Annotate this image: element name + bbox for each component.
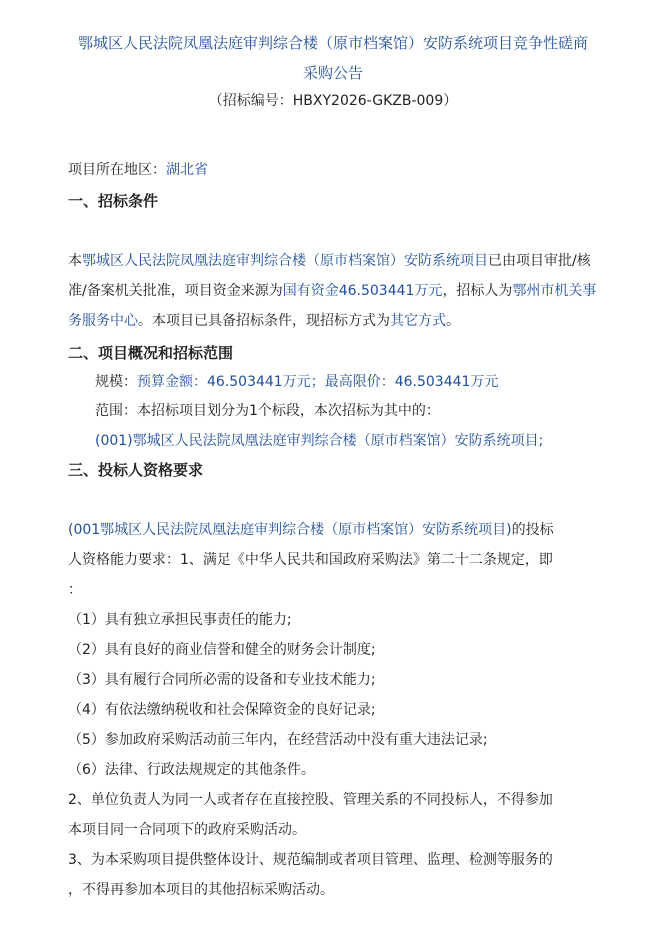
req3-line1: 3、为本采购项目提供整体设计、规范编制或者项目管理、监理、检测等服务的 <box>68 852 553 868</box>
s1-text-7: 。本项目已具备招标条件，现招标方式为 <box>138 313 390 329</box>
qualification-item: （5）参加政府采购活动前三年内，在经营活动中没有重大违法记录; <box>68 732 488 748</box>
section1-paragraph <box>68 246 608 336</box>
section3-heading: 三、投标人资格要求 <box>68 461 204 479</box>
qualification-item: （1）具有独立承担民事责任的能力; <box>68 612 292 628</box>
section1-heading: 一、招标条件 <box>68 192 159 210</box>
s1-text-5: ，招标人为 <box>442 283 513 299</box>
scale-value: 预算金额：46.503441万元；最高限价：46.503441万元 <box>137 374 499 390</box>
scale-line <box>95 372 498 392</box>
region-label: 项目所在地区： <box>68 162 166 178</box>
qualification-item: （2）具有良好的商业信誉和健全的财务会计制度; <box>68 642 376 658</box>
announcement-title-line1: 鄂城区人民法院凤凰法庭审判综合楼（原市档案馆）安防系统项目竞争性磋商 <box>77 34 588 52</box>
range-line: 范围：本招标项目划分为1个标段，本次招标为其中的： <box>95 403 440 419</box>
req2-line1: 2、单位负责人为同一人或者存在直接控股、管理关系的不同投标人，不得参加 <box>68 792 553 808</box>
s3-intro-line3: ： <box>68 582 82 598</box>
s3-intro-rest: 的投标 <box>511 522 554 538</box>
announcement-title-line2: 采购公告 <box>302 64 363 82</box>
req2-line2: 本项目同一合同项下的政府采购活动。 <box>68 822 306 838</box>
s1-method: 其它方式 <box>390 313 446 329</box>
region-value: 湖北省 <box>166 162 208 178</box>
s1-text-2: 已由项目 <box>488 253 544 269</box>
s1-text-9: 。 <box>446 313 460 329</box>
qualification-item: （4）有依法缴纳税收和社会保障资金的良好记录; <box>68 702 376 718</box>
qualification-item: （3）具有履行合同所必需的设备和专业技术能力; <box>68 672 376 688</box>
s1-project-name: 鄂城区人民法院凤凰法庭审判综合楼（原市档案馆）安防系统项目 <box>82 253 488 269</box>
s1-text-0: 本 <box>68 253 82 269</box>
s3-intro-line2: 人资格能力要求：1、满足《中华人民共和国政府采购法》第二十二条规定，即 <box>68 552 553 568</box>
tender-code: （招标编号：HBXY2026-GKZB-009） <box>208 93 458 109</box>
req3-line2: ，不得再参加本项目的其他招标采购活动。 <box>68 882 334 898</box>
scale-label: 规模： <box>95 374 137 390</box>
lot-line: (001)鄂城区人民法院凤凰法庭审判综合楼（原市档案馆）安防系统项目; <box>95 433 544 449</box>
s3-intro-project: (001鄂城区人民法院凤凰法庭审判综合楼（原市档案馆）安防系统项目) <box>68 522 512 538</box>
s1-text-3: 审批/核准/备案机关批准，项目资金来源为 <box>68 253 591 299</box>
s1-fund-source: 国有资金46.503441万元 <box>282 283 443 299</box>
qualification-item: （6）法律、行政法规规定的其他条件。 <box>68 762 315 778</box>
s3-intro-line1 <box>68 520 554 540</box>
s1-tenderer: 鄂州市机关事务服务中心 <box>68 283 597 329</box>
section2-heading: 二、项目概况和招标范围 <box>68 344 234 362</box>
project-region <box>68 160 208 180</box>
